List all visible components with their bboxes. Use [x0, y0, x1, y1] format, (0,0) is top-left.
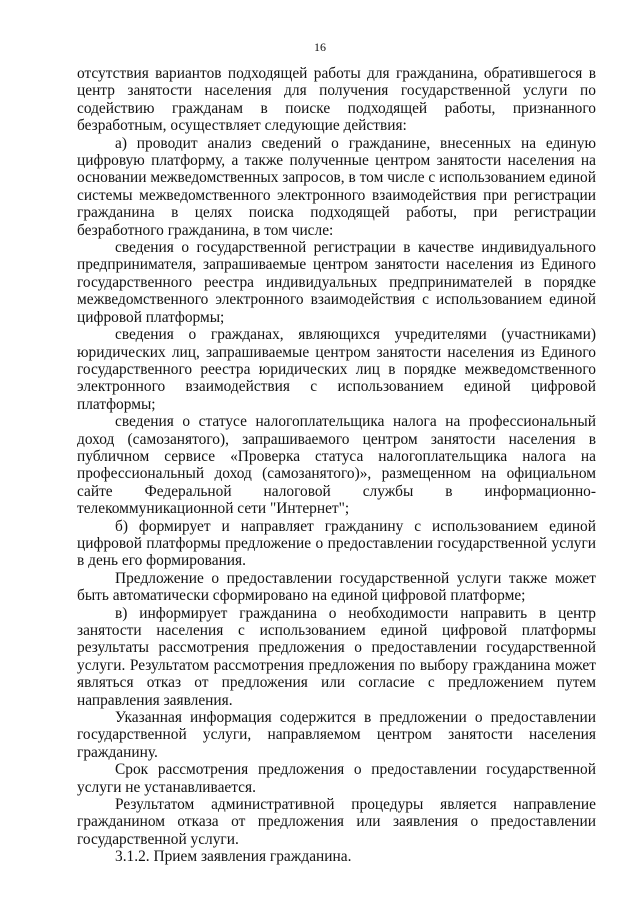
section-heading: 3.1.2. Прием заявления гражданина.: [115, 848, 352, 866]
paragraph-term: Срок рассмотрения предложения о предоставлении государственной услуги не устанавливается.: [77, 761, 596, 796]
paragraph-item-v: в) информирует гражданина о необходимости направить в центр занятости населения с использованием единой цифровой платформы результаты рассмотрения предложения о предоставлении государственной услуги. Результатом рассмотрения предложения по выбору гражданина может являться отказ от предложения или согласие с предложением путем направления заявления.: [77, 604, 596, 709]
paragraph-auto-offer: Предложение о предоставлении государственной услуги также может быть автоматически сформировано на единой цифровой платформе;: [77, 569, 596, 605]
paragraph-item-b: б) формирует и направляет гражданину с использованием единой цифровой платформы предложение о предоставлении государственной услуги в день его формирования.: [77, 517, 596, 570]
paragraph-ip-registration: сведения о государственной регистрации в качестве индивидуального предпринимателя, запрашиваемые центром занятости населения из Единого государственного реестра индивидуальных предпринимателей в порядке межведомственного электронного взаимодействия с использованием единой цифровой платформы;: [77, 239, 596, 326]
paragraph-founders: сведения о гражданах, являющихся учредителями (участниками) юридических лиц, запрашиваемые центром занятости населения из Единого государственного реестра юридических лиц в порядке межведомственного электронного взаимодействия с использованием единой цифровой платформы;: [77, 326, 596, 413]
paragraph-intro: отсутствия вариантов подходящей работы для гражданина, обратившегося в центр занятости населения для получения государственной услуги по содействию гражданам в поиске подходящей работы, признанного безработным, осуществляет следующие действия:: [77, 65, 596, 135]
paragraph-result: Результатом административной процедуры является направление гражданином отказа от предложения или заявления о предоставлении государственной услуги.: [77, 796, 596, 848]
paragraph-item-a: а) проводит анализ сведений о гражданине, внесенных на единую цифровую платформу, а также полученные центром занятости населения на основании межведомственных запросов, в том числе с использованием единой системы межведомственного электронного взаимодействия при регистрации гражданина в целях поиска подходящей работы, при регистрации безработного гражданина, в том числе:: [77, 134, 596, 239]
page-number: 16: [314, 40, 326, 54]
paragraph-info: Указанная информация содержится в предложении о предоставлении государственной услуги, направляемом центром занятости населения гражданину.: [77, 709, 596, 761]
paragraph-tax-status: сведения о статусе налогоплательщика налога на профессиональный доход (самозанятого), запрашиваемого центром занятости населения в публичном сервисе «Проверка статуса налогоплательщика налога на профессиональный доход (самозанятого)», размещенном на официальном сайте Федеральной налоговой службы в информационно-телекоммуникационной сети "Интернет";: [77, 413, 596, 518]
document-body: [77, 65, 596, 866]
